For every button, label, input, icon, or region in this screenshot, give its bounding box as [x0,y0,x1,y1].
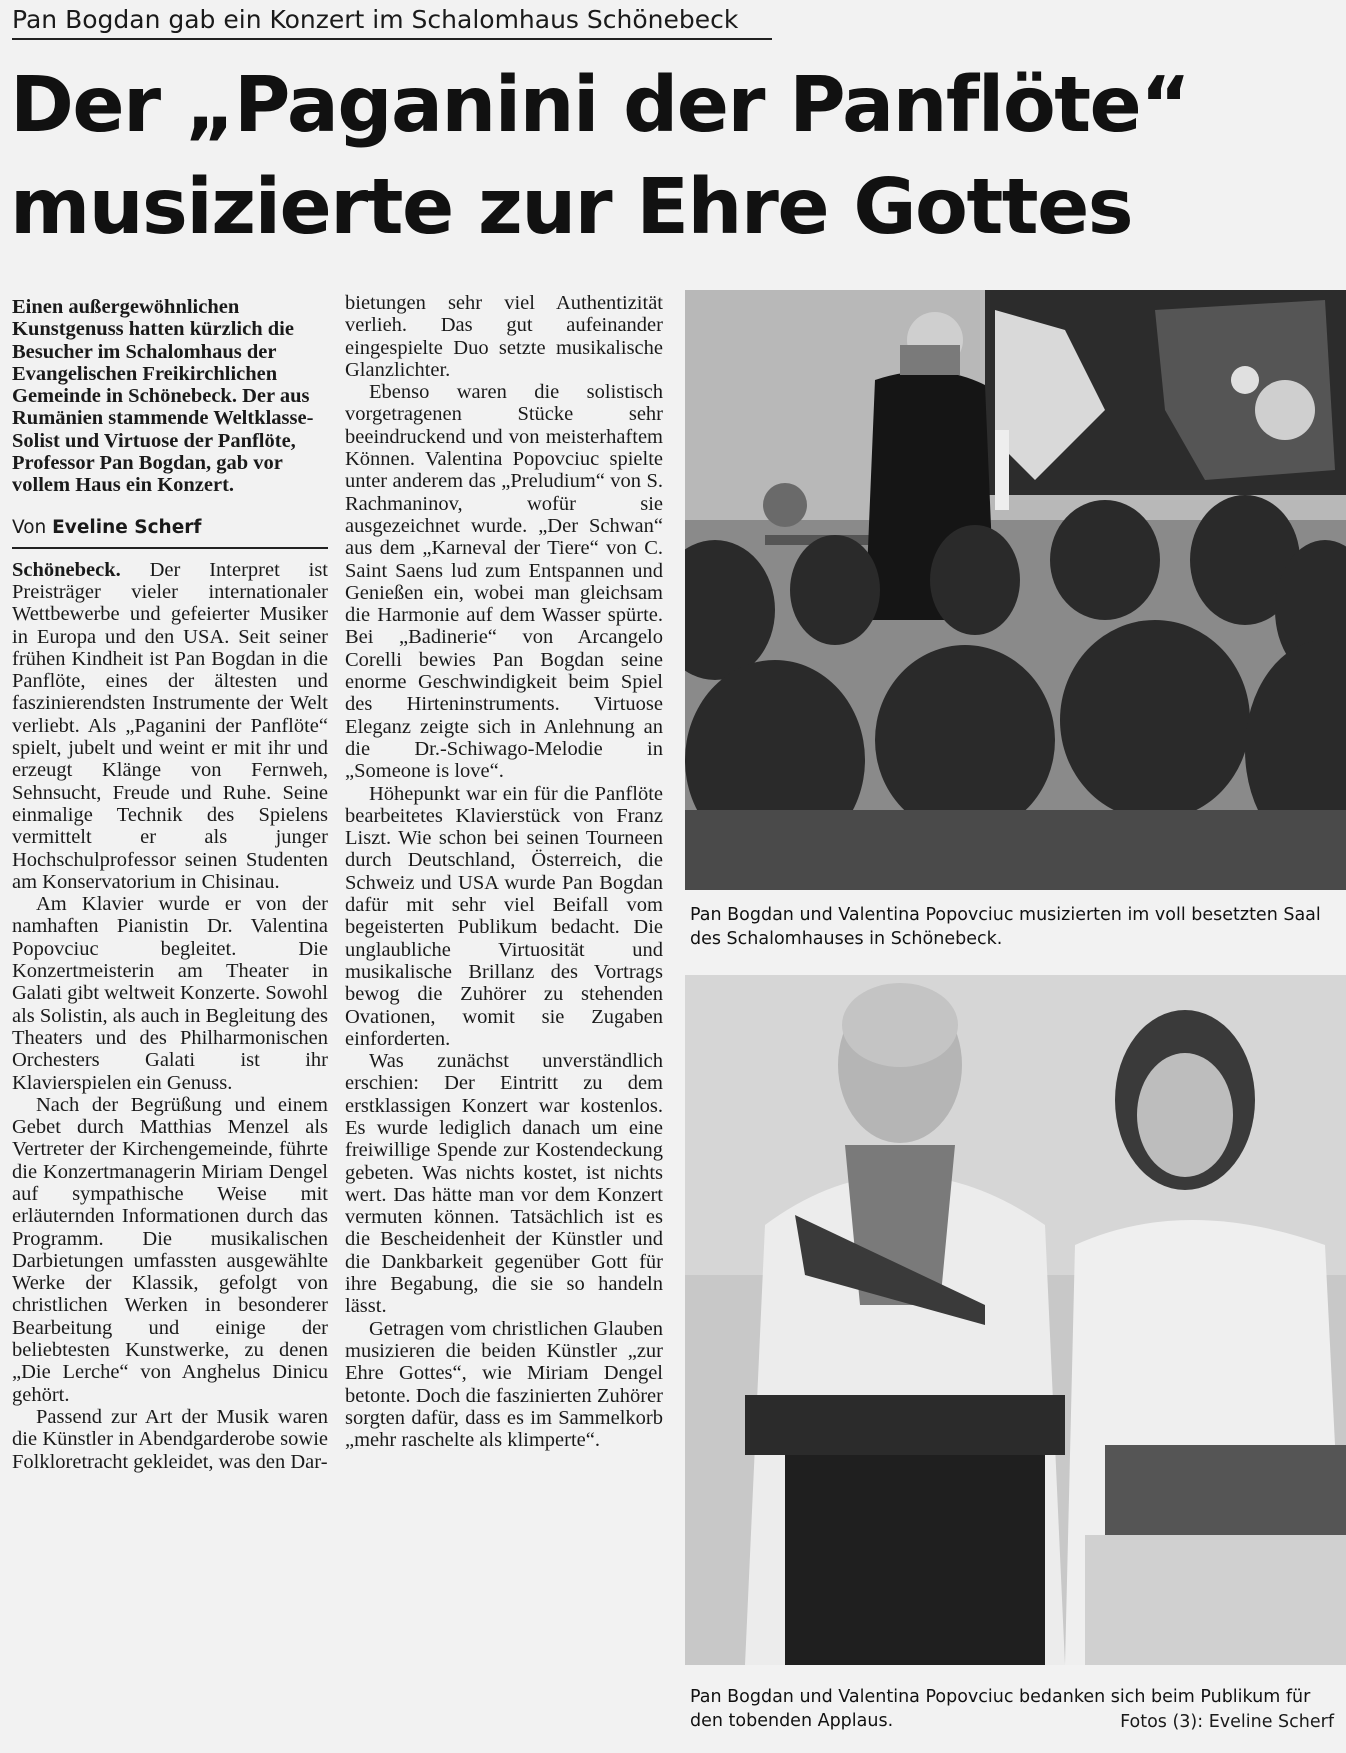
photo-caption-2: Pan Bogdan und Valentina Popovciuc bedanken sich beim Publikum für den tobenden Applaus. [690,1687,1311,1731]
paragraph: Höhepunkt war ein für die Panflöte bearbeitetes Klavierstück von Franz Liszt. Wie schon bei seinen Tourneen durch Deutschland, Österreich, die Schweiz und USA wurde Pan Bogdan dafür mit sehr viel Beifall vom begeisterten Publikum bedacht. Die unglaubliche Virtuosität und musikalische Brillanz des Vortrags bewog die Zuhörer zu stehenden Ovationen, womit sie Zugaben einforderten. [345,782,663,1050]
article-headline [10,55,1250,259]
article-column-1 [12,296,328,1473]
headline-line-1: Der „Paganini der Panflöte“ [10,61,1190,150]
paragraph: bietungen sehr viel Authentizität verlieh. Das gut aufeinander eingespielte Duo setzte musikalische Glanzlichter. [345,292,663,381]
concert-photo-image [685,290,1346,890]
photo-credit: Fotos (3): Eveline Scherf [1120,1712,1334,1732]
article-lead: Einen außergewöhnlichen Kunstgenuss hatten kürzlich die Besucher im Schalomhaus der Evangelischen Freikirchlichen Gemeinde in Schönebeck. Der aus Rumänien stammende Weltklasse-Solist und Virtuose der Panflöte, Professor Pan Bogdan, gab vor vollem Haus ein Konzert. [12,296,314,497]
byline [12,515,328,549]
paragraph: Was zunächst unverständlich erschien: Der Eintritt zu dem erstklassigen Konzert war kostenlos. Es wurde lediglich danach um eine freiwillige Spende zur Kostendeckung gebeten. Was nichts kostet, ist nichts wert. Das hätte man vor dem Konzert vermuten können. Tatsächlich ist es die Bescheidenheit der Künstler und die Dankbarkeit gegenüber Gott für ihre Begabung, die sie so handeln lässt. [345,1050,663,1318]
paragraph [12,559,328,893]
dateline: Schönebeck. [12,558,121,581]
performers-photo-image [685,975,1346,1665]
headline-line-2: musizierte zur Ehre Gottes [10,163,1133,252]
article-column-2 [345,292,663,1451]
paragraph: Ebenso waren die solistisch vorgetragenen Stücke sehr beeindruckend und von meisterhaftem Können. Valentina Popovciuc spielte unter anderem das „Preludium“ von S. Rachmaninov, wofür sie ausgezeichnet wurde. „Der Schwan“ aus dem „Karneval der Tiere“ von C. Saint Saens lud zum Entspannen und Genießen ein, wobei man gleichsam die Harmonie auf dem Wasser spürte. Bei „Badinerie“ von Arcangelo Corelli bewies Pan Bogdan seine enorme Geschwindigkeit beim Spiel des Hirteninstruments. Virtuose Eleganz zeigte sich in Anlehnung an die Dr.-Schiwago-Melodie in „Someone is love“. [345,381,663,783]
byline-author: Eveline Scherf [52,516,202,538]
paragraph: Nach der Begrüßung und einem Gebet durch Matthias Menzel als Vertreter der Kirchengemeinde, führte die Konzertmanagerin Miriam Dengel auf sympathische Weise mit erläuternden Informationen durch das Programm. Die musikalischen Darbietungen umfassten ausgewählte Werke der Klassik, gefolgt von christlichen Werken in besonderer Bearbeitung und einige der beliebtesten Kunstwerke, zu denen „Die Lerche“ von Anghelus Dinicu gehört. [12,1093,328,1406]
article-kicker: Pan Bogdan gab ein Konzert im Schalomhaus Schönebeck [12,2,772,40]
performers-photo [685,975,1346,1665]
concert-photo [685,290,1346,890]
paragraph: Passend zur Art der Musik waren die Künstler in Abendgarderobe sowie Folkloretracht gekleidet, was den Dar- [12,1405,328,1473]
photo-caption-1: Pan Bogdan und Valentina Popovciuc musizierten im voll besetzten Saal des Schalomhauses in Schönebeck. [690,905,1321,949]
paragraph: Getragen vom christlichen Glauben musizieren die beiden Künstler „zur Ehre Gottes“, wie Miriam Dengel betonte. Doch die faszinierten Zuhörer sorgten dafür, dass es im Sammelkorb „mehr raschelte als klimperte“. [345,1317,663,1452]
paragraph: Am Klavier wurde er von der namhaften Pianistin Dr. Valentina Popovciuc begleitet. Die Konzertmeisterin am Theater in Galati gibt weltweit Konzerte. Sowohl als Solistin, als auch in Begleitung des Theaters und des Philharmonischen Orchesters Galati ist ihr Klavierspielen ein Genuss. [12,893,329,1094]
paragraph-text: Der Interpret ist Preisträger vieler internationaler Wettbewerbe und gefeierter Musiker in Europa und den USA. Seit seiner frühen Kindheit ist Pan Bogdan in die Panflöte, eines der ältesten und faszinierendsten Instrumente der Welt verliebt. Als „Paganini der Panflöte“ spielt, jubelt und weint er mit ihr und erzeugt Klänge von Fernweh, Sehnsucht, Freude und Ruhe. Seine einmalige Technik des Spielens vermittelt er als junger Hochschulprofessor seinen Studenten am Konservatorium in Chisinau. [12,558,328,893]
byline-prefix: Von [12,516,47,538]
